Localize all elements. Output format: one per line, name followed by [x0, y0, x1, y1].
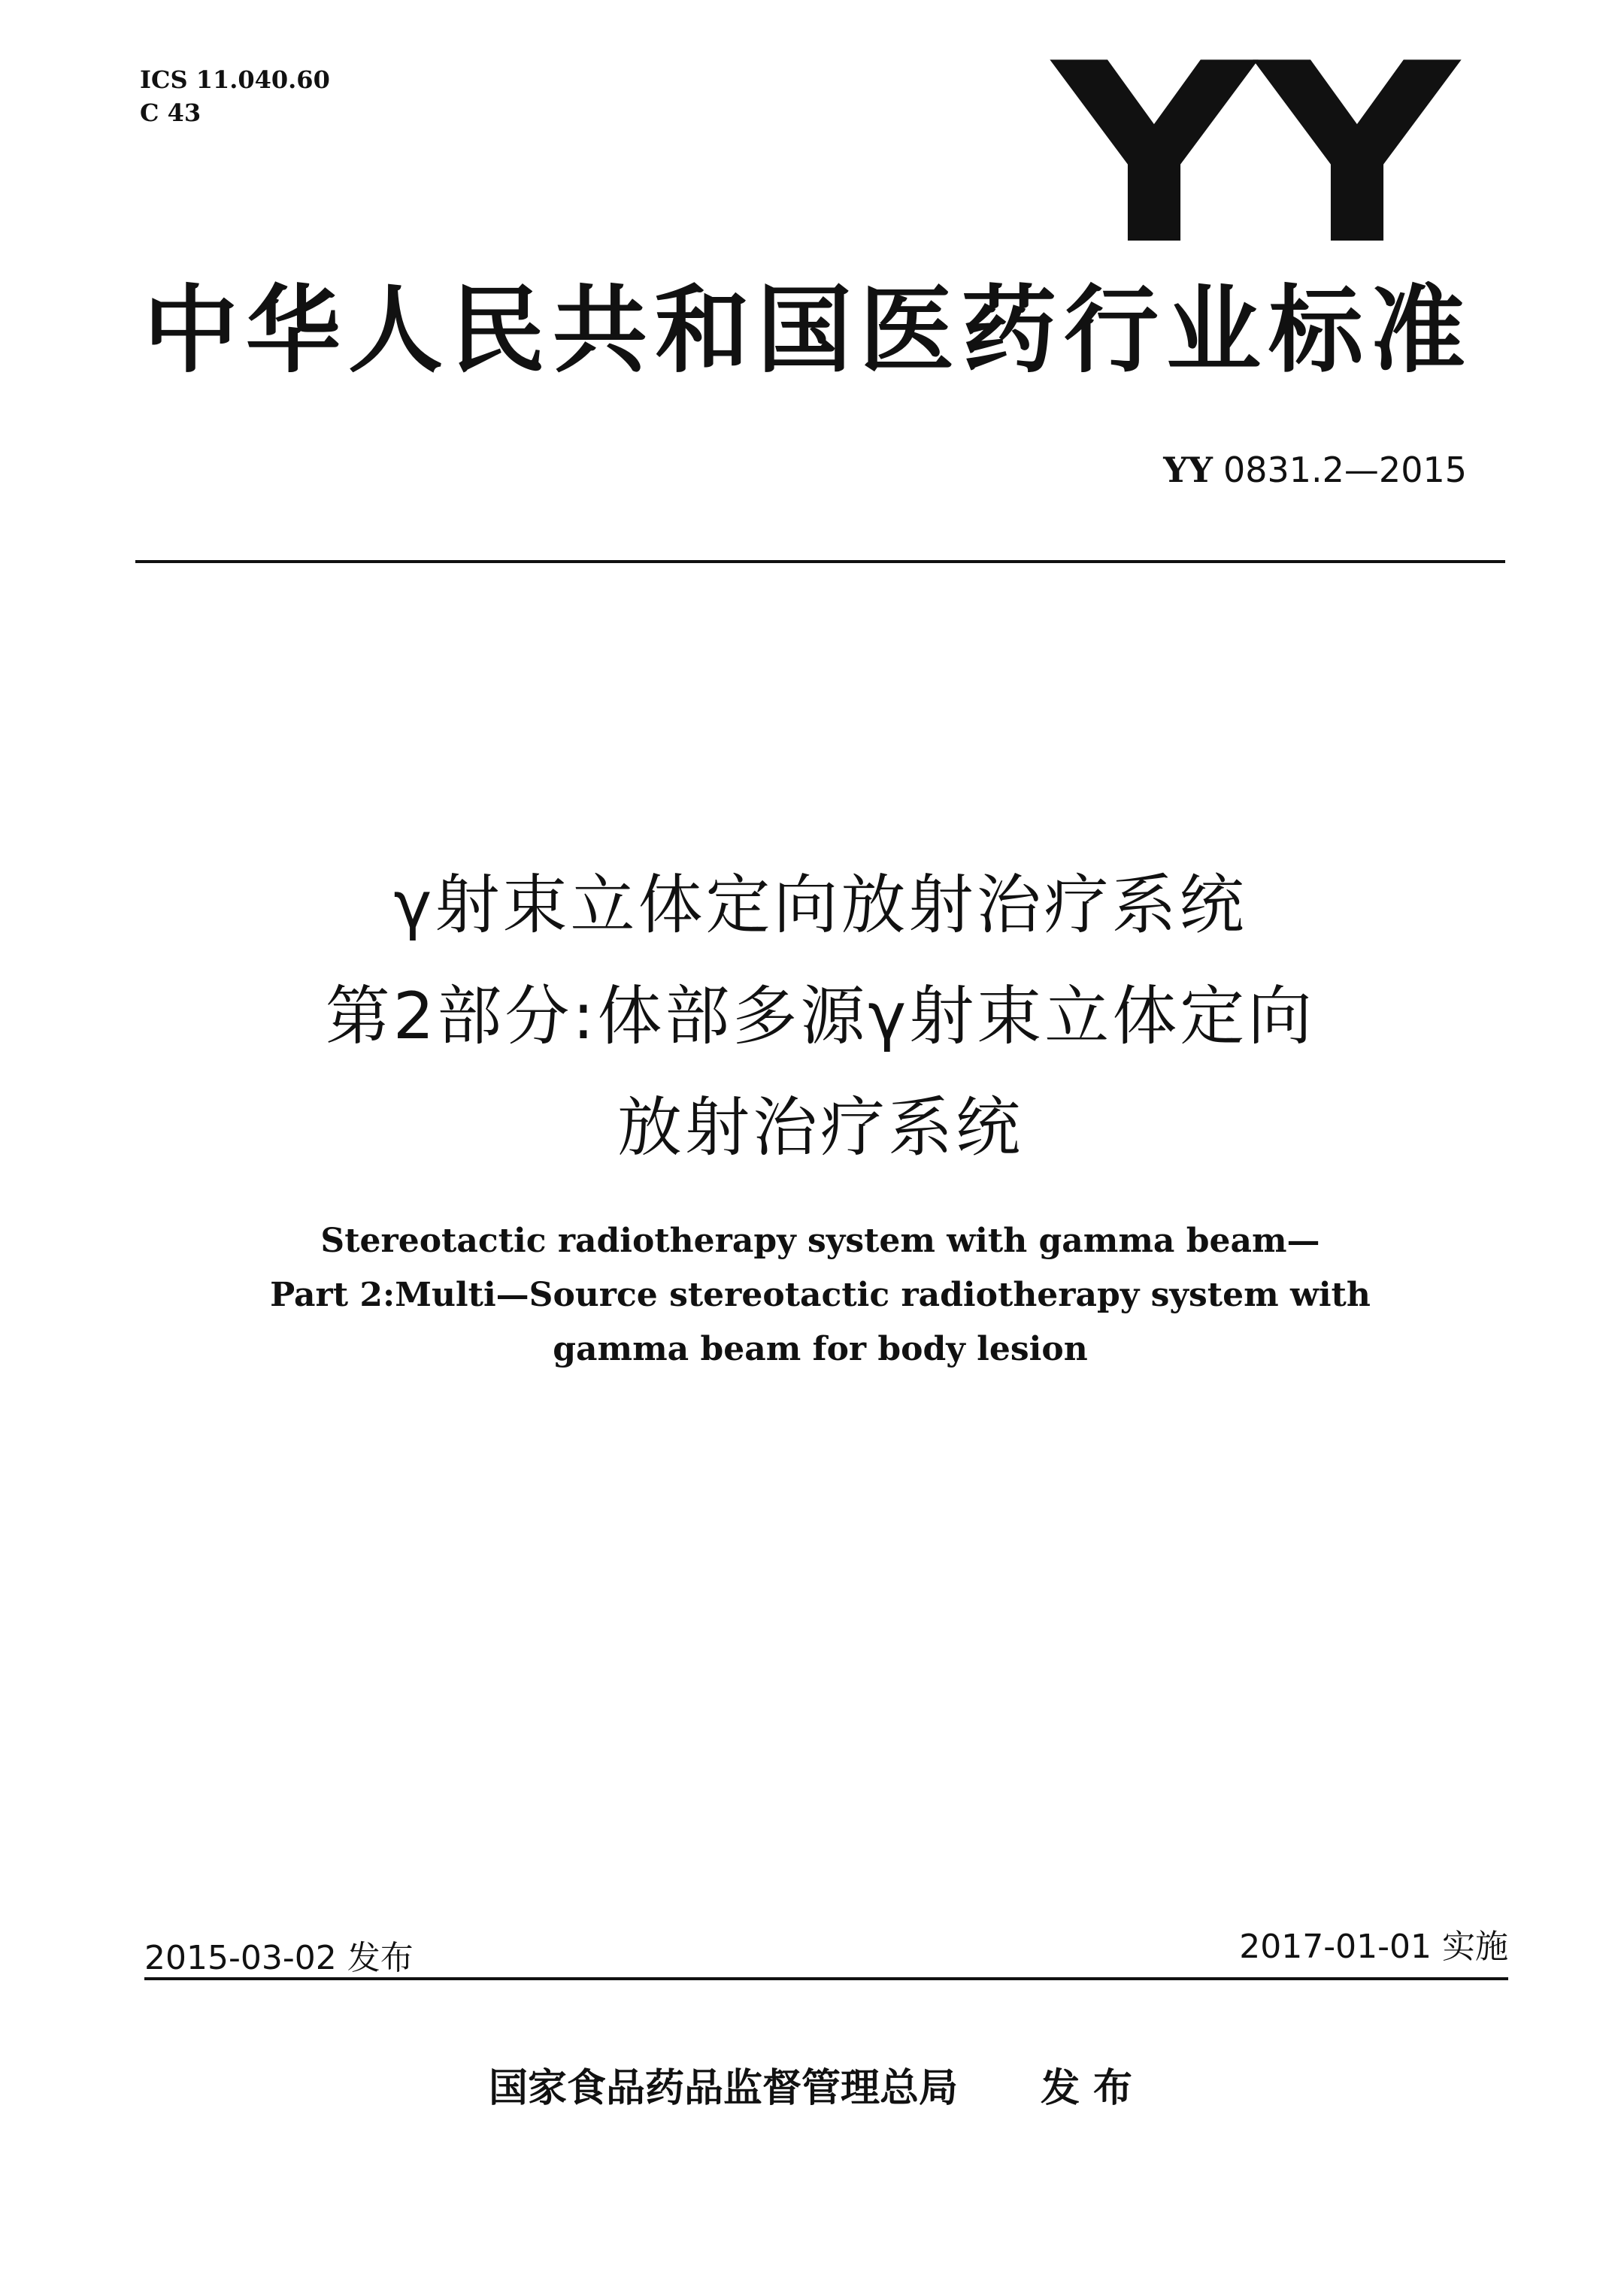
issuer-name: 国家食品药品监督管理总局: [488, 2066, 958, 2111]
standard-prefix: YY: [1163, 450, 1213, 490]
issuer-action: 发 布: [1040, 2066, 1133, 2111]
yy-logo-text: YY: [1048, 53, 1462, 256]
english-title-line-1: Stereotactic radiotherapy system with gamma beam—: [320, 1222, 1320, 1260]
yy-logo: [1045, 53, 1466, 256]
implementation-date: 2017-01-01 实施: [1239, 1928, 1508, 1966]
national-standard-title: 中华人民共和国医药行业标准: [144, 275, 1473, 386]
header-divider: [135, 560, 1505, 563]
chinese-title-line-2: 第2部分:体部多源γ射束立体定向: [325, 979, 1316, 1054]
chinese-title: [135, 850, 1505, 1183]
footer-divider: [144, 1977, 1508, 1980]
publication-date: 2015-03-02 发布: [144, 1939, 414, 1977]
standard-number: [1163, 450, 1467, 490]
classification-codes: [140, 63, 330, 129]
standard-code: 0831.2—2015: [1223, 450, 1467, 490]
issuer: [0, 2056, 1621, 2113]
ccs-code: C 43: [140, 98, 201, 127]
ics-code: ICS 11.040.60: [140, 65, 330, 94]
chinese-title-line-1: γ射束立体定向放射治疗系统: [393, 868, 1247, 943]
english-title: [135, 1214, 1505, 1377]
english-title-line-2: Part 2:Multi—Source stereotactic radiotherapy system with: [270, 1276, 1371, 1314]
chinese-title-line-3: 放射治疗系统: [617, 1090, 1023, 1165]
english-title-line-3: gamma beam for body lesion: [553, 1330, 1088, 1368]
